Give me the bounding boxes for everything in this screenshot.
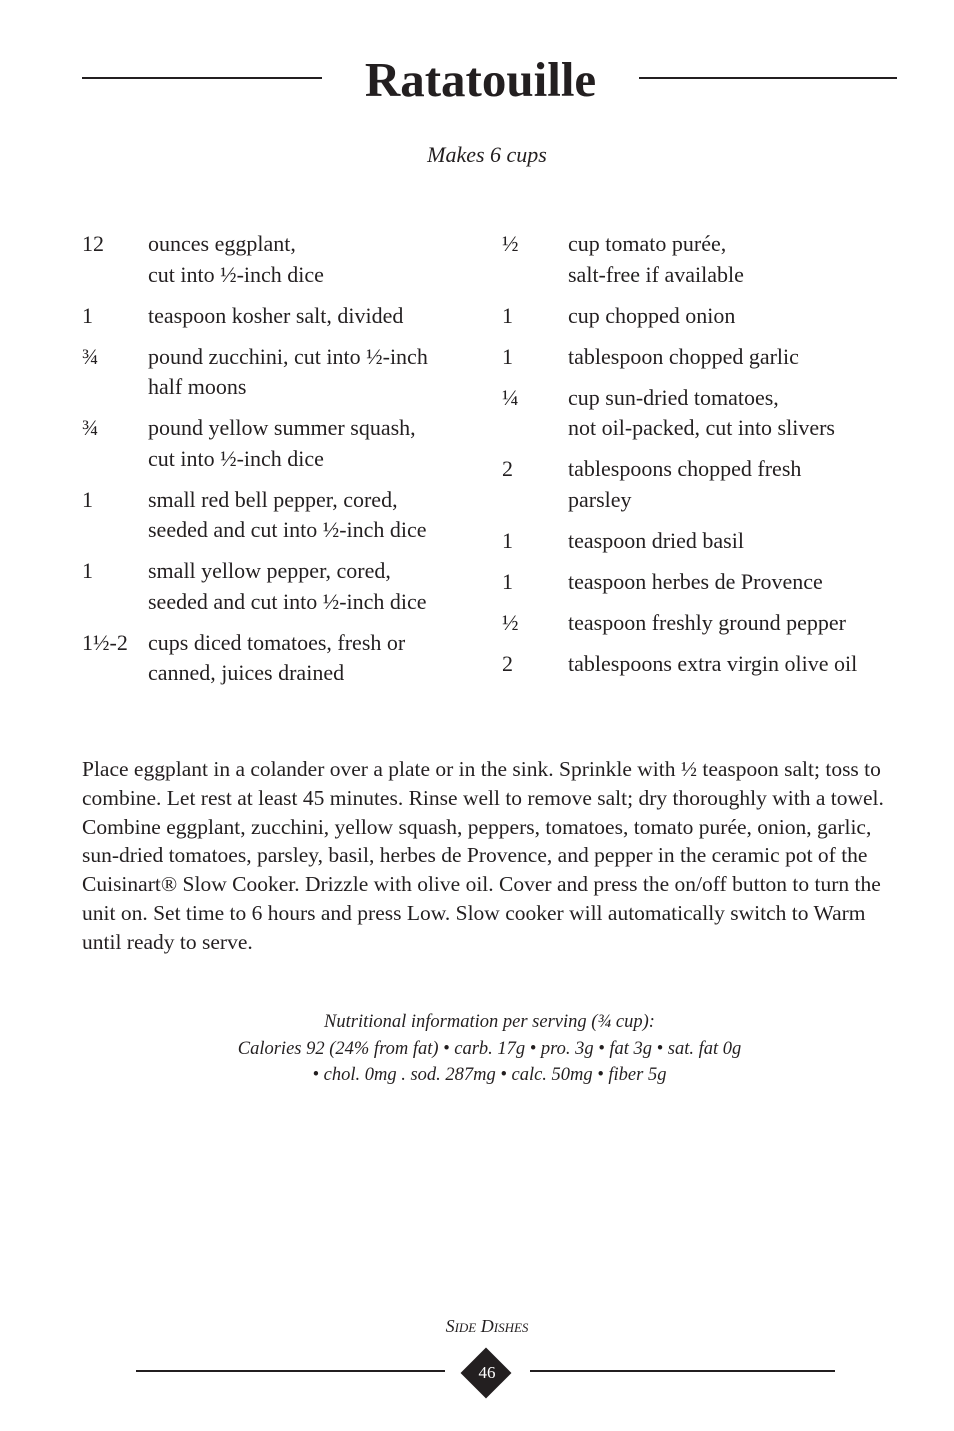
ingredient-description: teaspoon freshly ground pepper bbox=[568, 609, 846, 635]
ingredient-quantity: 1 bbox=[82, 558, 93, 583]
ingredient-item bbox=[502, 608, 902, 639]
ingredient-item bbox=[502, 383, 902, 444]
ingredient-description: teaspoon dried basil bbox=[568, 527, 744, 553]
ingredient-description: tablespoons extra virgin olive oil bbox=[568, 650, 858, 676]
section-label: Side Dishes bbox=[445, 1316, 529, 1336]
ingredient-quantity: 2 bbox=[502, 650, 513, 676]
ingredient-quantity: 1 bbox=[502, 568, 513, 594]
ingredient-quantity: ½ bbox=[502, 609, 519, 635]
ingredient-quantity: 1 bbox=[502, 302, 513, 328]
ingredient-description: pound yellow summer squash, cut into ½-inch dice bbox=[148, 415, 416, 471]
ingredient-item bbox=[82, 485, 482, 546]
recipe-title: Ratatouille bbox=[364, 52, 597, 107]
ingredient-description: small red bell pepper, cored, seeded and cut into ½-inch dice bbox=[148, 486, 427, 542]
ingredient-item bbox=[502, 526, 902, 557]
title-header bbox=[82, 50, 897, 110]
ingredient-quantity: 12 bbox=[82, 231, 104, 256]
ingredient-quantity: 2 bbox=[502, 456, 513, 481]
recipe-instructions: Place eggplant in a colander over a plate or in the sink. Sprinkle with ½ teaspoon salt; toss to combine. Let rest at least 45 minutes. Rinse well to remove salt; dry thoroughly with a towel. Combine eggplant, zucchini, yellow squash, peppers, tomatoes, tomato purée, onion, garlic, sun-dried tomatoes, parsley, basil, herbes de Provence, and pepper in the ceramic pot of the Cuisinart® Slow Cooker. Drizzle with olive oil. Cover and press the on/off button to turn the unit on. Set time to 6 hours and press Low. Slow cooker will automatically switch to Warm until ready to serve. bbox=[82, 757, 884, 954]
ingredient-quantity: ¼ bbox=[502, 384, 519, 410]
ingredient-quantity: ¾ bbox=[82, 415, 99, 440]
ingredient-quantity: 1½-2 bbox=[82, 629, 128, 655]
ingredient-item bbox=[82, 556, 482, 617]
title-right-rule bbox=[639, 77, 897, 79]
ingredient-description: cups diced tomatoes, fresh or canned, juices drained bbox=[148, 629, 406, 685]
ingredient-quantity: 1 bbox=[82, 486, 93, 512]
page-number: 46 bbox=[478, 1363, 496, 1382]
ingredient-description: teaspoon kosher salt, divided bbox=[148, 302, 404, 328]
ingredient-description: ounces eggplant, cut into ½-inch dice bbox=[148, 231, 324, 287]
ingredient-description: cup tomato purée, salt-free if available bbox=[568, 231, 744, 287]
ingredient-quantity: 1 bbox=[502, 343, 513, 369]
nutrition-info bbox=[82, 1009, 897, 1089]
nutrition-line: Calories 92 (24% from fat) • carb. 17g • pro. 3g • fat 3g • sat. fat 0g bbox=[237, 1038, 742, 1059]
ingredients-left-column bbox=[82, 229, 482, 699]
ingredient-item bbox=[502, 454, 902, 515]
ingredient-item bbox=[502, 342, 902, 373]
ingredient-item bbox=[82, 413, 482, 474]
ingredient-item bbox=[82, 342, 482, 403]
ingredient-description: cup sun-dried tomatoes, not oil-packed, cut into slivers bbox=[568, 384, 835, 440]
footer-right-rule bbox=[530, 1370, 835, 1372]
recipe-yield: Makes 6 cups bbox=[427, 142, 547, 167]
ingredient-description: pound zucchini, cut into ½-inch half moons bbox=[148, 343, 428, 399]
ingredient-description: cup chopped onion bbox=[568, 302, 736, 328]
ingredient-item bbox=[502, 649, 902, 680]
title-left-rule bbox=[82, 77, 322, 79]
ingredient-description: small yellow pepper, cored, seeded and cut into ½-inch dice bbox=[148, 558, 427, 614]
ingredient-quantity: ½ bbox=[502, 231, 519, 256]
ingredient-quantity: 1 bbox=[82, 302, 93, 328]
ingredient-quantity: 1 bbox=[502, 527, 513, 553]
ingredient-item bbox=[502, 301, 902, 332]
nutrition-heading: Nutritional information per serving (¾ cup): bbox=[324, 1012, 655, 1032]
ingredient-item bbox=[502, 567, 902, 598]
ingredient-quantity: ¾ bbox=[82, 343, 99, 369]
ingredient-item bbox=[502, 229, 902, 290]
ingredient-description: tablespoons chopped fresh parsley bbox=[568, 456, 802, 512]
ingredient-item bbox=[82, 628, 482, 689]
nutrition-line: • chol. 0mg . sod. 287mg • calc. 50mg • fiber 5g bbox=[312, 1065, 667, 1085]
ingredients-right-column bbox=[502, 229, 902, 690]
ingredient-item bbox=[82, 301, 482, 332]
ingredient-description: tablespoon chopped garlic bbox=[568, 343, 799, 369]
ingredient-description: teaspoon herbes de Provence bbox=[568, 568, 823, 594]
footer-left-rule bbox=[136, 1370, 445, 1372]
ingredient-item bbox=[82, 229, 482, 290]
